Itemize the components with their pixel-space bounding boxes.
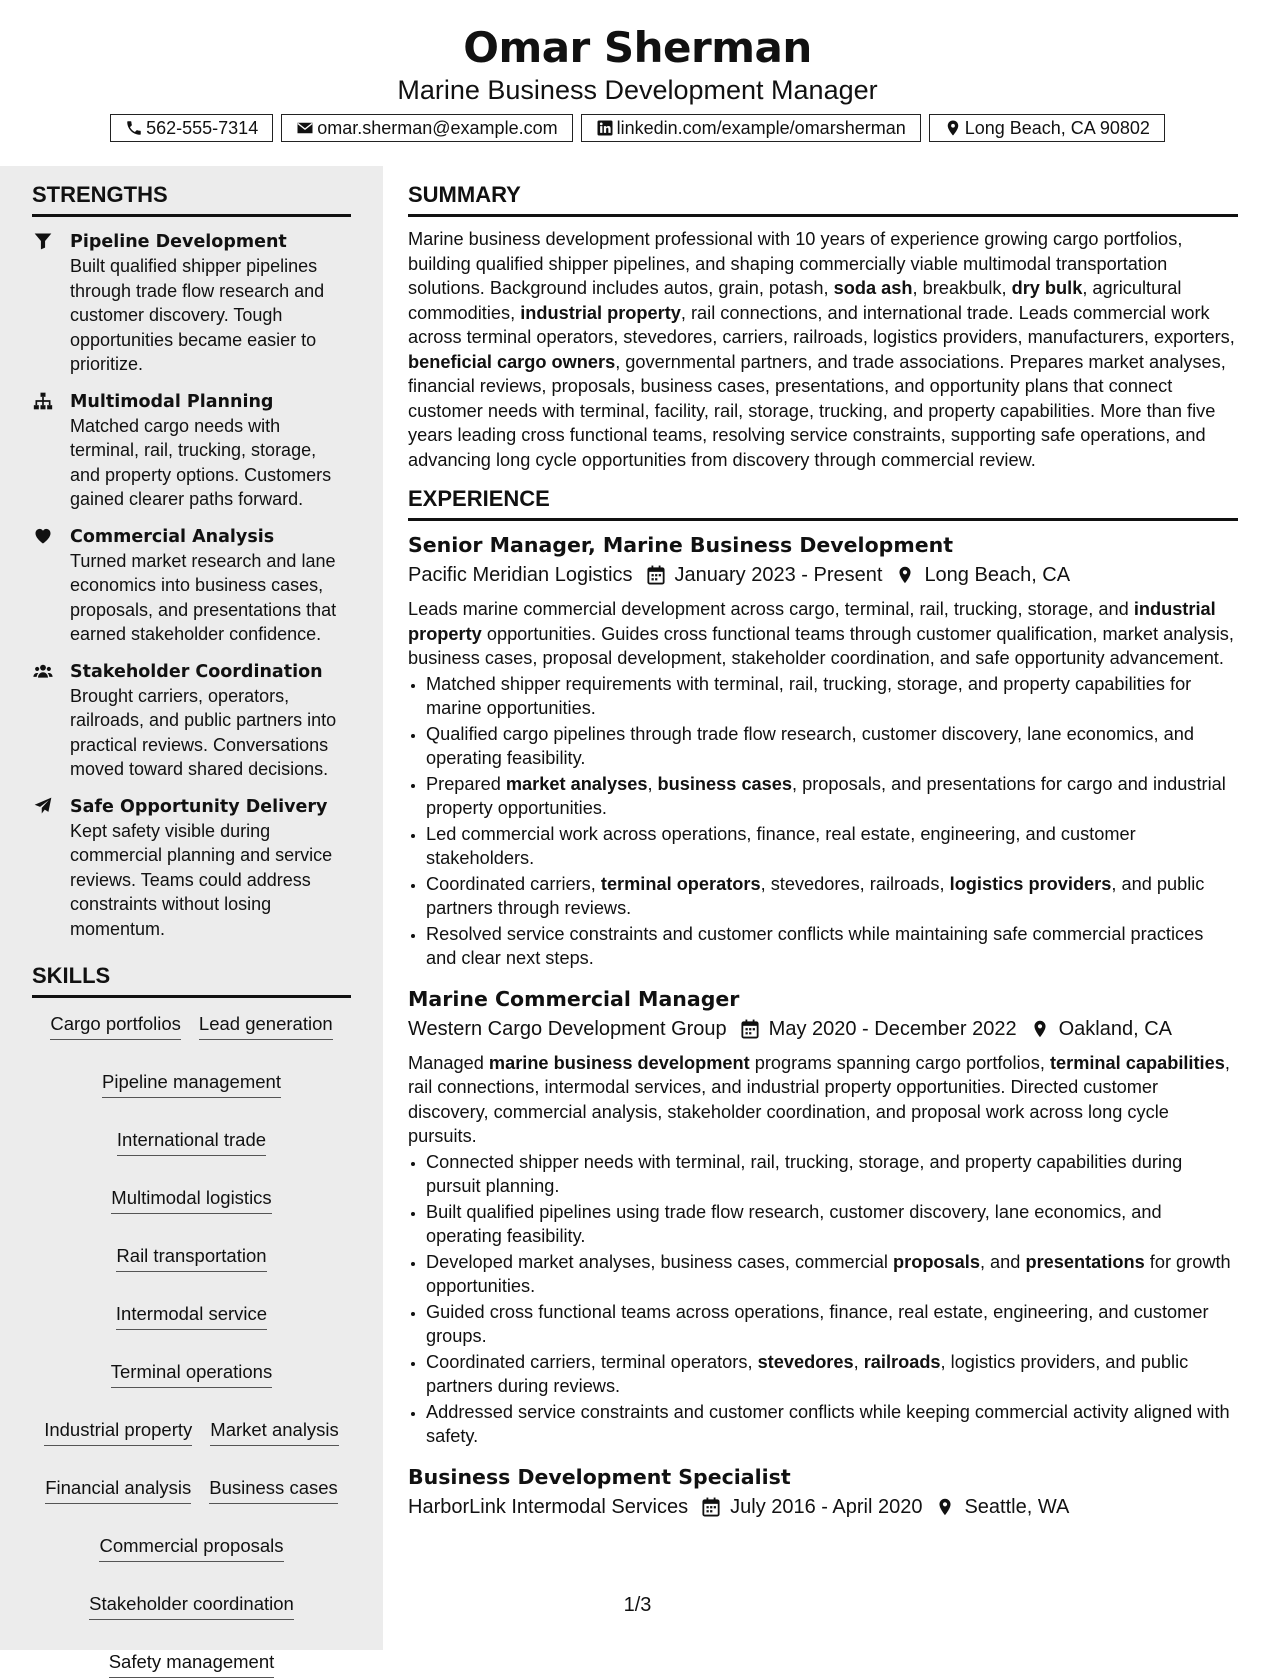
- bold-text: presentations: [1025, 1251, 1145, 1272]
- strength-title: Safe Opportunity Delivery: [70, 796, 328, 817]
- text-run: Managed: [408, 1052, 489, 1073]
- skills-list: [32, 1012, 351, 1678]
- contact-linkedin-text: linkedin.com/example/omarsherman: [616, 117, 906, 138]
- job-dates: July 2016 - April 2020: [730, 1495, 923, 1518]
- text-run: Guided cross functional teams across operations, finance, real estate, engineering, and customer groups.: [426, 1301, 1209, 1346]
- contact-linkedin[interactable]: [581, 114, 921, 142]
- bold-text: terminal operators: [600, 873, 761, 894]
- skill-tag: Financial analysis: [45, 1476, 191, 1504]
- text-run: , stevedores, railroads,: [760, 873, 950, 894]
- skill-tag: Rail transportation: [116, 1244, 266, 1272]
- job-title: Marine Commercial Manager: [408, 986, 740, 1011]
- job-bullets: [408, 1150, 1238, 1449]
- job-bullet: [426, 1350, 1238, 1399]
- job-bullet: [426, 922, 1238, 971]
- paper-plane-icon: [32, 796, 54, 816]
- text-run: Resolved service constraints and customer conflicts while maintaining safe commercial practices and clear next steps.: [426, 923, 1204, 968]
- job-bullet: [426, 672, 1238, 721]
- strength-desc: Built qualified shipper pipelines through trade flow research and customer discovery. Tough opportunities became easier to prioritize.: [70, 256, 325, 374]
- text-run: , proposals, and presentations for cargo and industrial property opportunities.: [426, 773, 1226, 818]
- strength-title: Multimodal Planning: [70, 391, 274, 412]
- skill-tag: International trade: [117, 1128, 266, 1156]
- candidate-name: Omar Sherman: [463, 23, 812, 72]
- text-run: , rail connections, and international trade. Leads commercial work across terminal operators, stevedores, carriers, railroads, logistics providers, manufacturers, exporters,: [408, 302, 1235, 347]
- contact-location: [929, 114, 1165, 142]
- phone-icon: [125, 119, 143, 137]
- job-bullet: [426, 822, 1238, 871]
- text-run: Developed market analyses, business cases, commercial: [426, 1251, 894, 1272]
- skill-tag: Industrial property: [44, 1418, 192, 1446]
- skill-tag: Commercial proposals: [99, 1534, 283, 1562]
- strength-item: [32, 660, 351, 782]
- text-run: opportunities. Guides cross functional teams through customer qualification, market analysis, business cases, proposal development, stakeholder coordination, and safe opportunity advancement.: [408, 623, 1234, 668]
- job-description: [408, 597, 1238, 671]
- experience-heading: EXPERIENCE: [408, 486, 1238, 521]
- envelope-icon: [296, 119, 314, 137]
- job-location: Seattle, WA: [964, 1495, 1070, 1518]
- bold-text: logistics providers: [949, 873, 1112, 894]
- text-run: Built qualified pipelines using trade flow research, customer discovery, lane economics, and operating feasibility.: [426, 1201, 1162, 1246]
- skill-tag: Lead generation: [199, 1012, 333, 1040]
- skill-tag: Pipeline management: [102, 1070, 281, 1098]
- strength-item: [32, 525, 351, 647]
- skill-tag: Cargo portfolios: [50, 1012, 181, 1040]
- job-title: Business Development Specialist: [408, 1464, 791, 1489]
- strength-item: [32, 230, 351, 377]
- map-pin-icon: [1031, 1019, 1049, 1039]
- text-run: ,: [647, 773, 658, 794]
- bold-text: proposals: [893, 1251, 980, 1272]
- strength-item: [32, 795, 351, 942]
- skill-tag: Stakeholder coordination: [89, 1592, 294, 1620]
- bold-text: dry bulk: [1011, 278, 1083, 298]
- job-meta: [408, 1493, 1238, 1521]
- skill-tag: Business cases: [209, 1476, 338, 1504]
- summary-heading: SUMMARY: [408, 182, 1238, 217]
- bold-text: terminal capabilities: [1049, 1052, 1225, 1073]
- bold-text: beneficial cargo owners: [408, 351, 616, 372]
- page-number: 1/3: [623, 1594, 652, 1616]
- job-description: [408, 1051, 1238, 1149]
- job-bullet: [426, 872, 1238, 921]
- strength-title: Stakeholder Coordination: [70, 661, 323, 682]
- job-meta: [408, 561, 1238, 589]
- text-run: programs spanning cargo portfolios,: [749, 1052, 1050, 1073]
- bold-text: industrial property: [520, 302, 681, 323]
- job-bullet: [426, 1250, 1238, 1299]
- job-company: HarborLink Intermodal Services: [408, 1495, 689, 1518]
- strength-desc: Brought carriers, operators, railroads, and public partners into practical reviews. Conversations moved toward shared decisions.: [70, 685, 337, 779]
- text-run: Qualified cargo pipelines through trade flow research, customer discovery, lane economics, and operating feasibility.: [426, 723, 1194, 768]
- linkedin-icon: [596, 119, 614, 137]
- job-location: Long Beach, CA: [924, 564, 1071, 586]
- job-entry: [408, 985, 1238, 1449]
- job-dates: May 2020 - December 2022: [768, 1017, 1017, 1040]
- skill-tag: Safety management: [109, 1650, 275, 1678]
- skill-tag: Intermodal service: [116, 1302, 267, 1330]
- contact-phone-text: 562-555-7314: [146, 117, 259, 138]
- job-location: Oakland, CA: [1058, 1017, 1172, 1040]
- map-pin-icon: [936, 1497, 954, 1517]
- resume-header: [0, 0, 1275, 166]
- sidebar: [0, 166, 383, 1672]
- strength-title: Pipeline Development: [70, 232, 287, 252]
- job-bullets: [408, 672, 1238, 971]
- text-run: , logistics providers, and public partners during reviews.: [426, 1351, 1189, 1396]
- contact-email-text: omar.sherman@example.com: [317, 117, 558, 138]
- text-run: Connected shipper needs with terminal, rail, trucking, storage, and property capabilities during pursuit planning.: [426, 1151, 1183, 1196]
- job-company: Western Cargo Development Group: [408, 1017, 727, 1040]
- calendar-icon: [647, 565, 665, 585]
- calendar-icon: [702, 1497, 720, 1517]
- bold-text: market analyses: [505, 773, 648, 794]
- contact-phone: [110, 114, 273, 142]
- contact-bar: [0, 114, 1275, 142]
- job-bullet: [426, 722, 1238, 771]
- skills-heading: SKILLS: [32, 963, 351, 998]
- summary-text: [408, 227, 1238, 472]
- text-run: ,: [853, 1351, 864, 1372]
- job-entry: [408, 1463, 1238, 1521]
- text-run: for growth opportunities.: [426, 1251, 1231, 1296]
- text-run: , agricultural commodities,: [408, 278, 1182, 323]
- text-run: Led commercial work across operations, finance, real estate, engineering, and customer stakeholders.: [426, 823, 1136, 868]
- sitemap-icon: [32, 391, 54, 411]
- job-meta: [408, 1015, 1238, 1043]
- bold-text: business cases: [657, 773, 793, 794]
- text-run: Marine business development professional with 10 years of experience growing cargo portfolios, building qualified shipper pipelines, and shaping commercially viable multimodal transportation solutions. Background includes autos, grain, potash,: [408, 229, 1183, 298]
- job-dates: January 2023 - Present: [674, 564, 883, 586]
- strengths-heading: STRENGTHS: [32, 182, 351, 217]
- text-run: , breakbulk,: [912, 278, 1012, 298]
- text-run: , and public partners through reviews.: [426, 873, 1205, 918]
- text-run: Prepared: [426, 773, 506, 794]
- strength-desc: Matched cargo needs with terminal, rail, trucking, storage, and property options. Customers gained clearer paths forward.: [70, 415, 332, 509]
- text-run: Leads marine commercial development across cargo, terminal, rail, trucking, storage, and: [408, 599, 1134, 619]
- job-title: Senior Manager, Marine Business Development: [408, 533, 954, 557]
- text-run: , and: [979, 1251, 1026, 1272]
- job-bullet: [426, 1200, 1238, 1249]
- users-icon: [32, 661, 54, 681]
- main-content: [408, 182, 1238, 1521]
- map-pin-icon: [944, 119, 962, 137]
- strength-item: [32, 390, 351, 512]
- job-bullet: [426, 1400, 1238, 1449]
- strength-desc: Turned market research and lane economics into business cases, proposals, and presentations that earned stakeholder confidence.: [70, 550, 337, 644]
- text-run: , rail connections, intermodal services, and industrial property opportunities. Directed customer discovery, commercial analysis, stakeholder coordination, and proposal work across long cycle pursuits.: [408, 1052, 1230, 1146]
- text-run: Coordinated carriers, terminal operators,: [426, 1351, 758, 1372]
- filter-icon: [32, 231, 54, 251]
- bold-text: industrial property: [408, 599, 1216, 644]
- bold-text: railroads: [863, 1351, 941, 1372]
- candidate-title: Marine Business Development Manager: [397, 75, 878, 105]
- bold-text: soda ash: [833, 278, 913, 298]
- strength-title: Commercial Analysis: [70, 526, 275, 547]
- job-bullet: [426, 772, 1238, 821]
- text-run: Addressed service constraints and customer conflicts while keeping commercial activity aligned with safety.: [426, 1401, 1230, 1446]
- strength-desc: Kept safety visible during commercial planning and service reviews. Teams could address constraints without losing momentum.: [70, 820, 333, 939]
- bold-text: stevedores: [757, 1351, 854, 1372]
- text-run: Matched shipper requirements with terminal, rail, trucking, storage, and property capabilities for marine opportunities.: [426, 673, 1192, 718]
- job-entry: [408, 531, 1238, 971]
- job-company: Pacific Meridian Logistics: [408, 564, 633, 586]
- contact-location-text: Long Beach, CA 90802: [964, 117, 1150, 138]
- map-pin-icon: [896, 565, 914, 585]
- contact-email[interactable]: [281, 114, 572, 142]
- job-bullet: [426, 1300, 1238, 1349]
- bold-text: marine business development: [488, 1052, 750, 1073]
- job-bullet: [426, 1150, 1238, 1199]
- skill-tag: Multimodal logistics: [111, 1186, 271, 1214]
- heart-icon: [32, 526, 54, 546]
- text-run: Coordinated carriers,: [426, 873, 601, 894]
- text-run: , governmental partners, and trade associations. Prepares market analyses, financial reviews, proposals, business cases, presentations, and opportunity plans that connect customer needs with terminal, facility, rail, storage, trucking, and property capabilities. More than five years leading cross functional teams, resolving service constraints, supporting safe operations, and advancing long cycle opportunities from discovery through commercial review.: [408, 351, 1226, 470]
- calendar-icon: [741, 1019, 759, 1039]
- skill-tag: Market analysis: [210, 1418, 339, 1446]
- skill-tag: Terminal operations: [111, 1360, 272, 1388]
